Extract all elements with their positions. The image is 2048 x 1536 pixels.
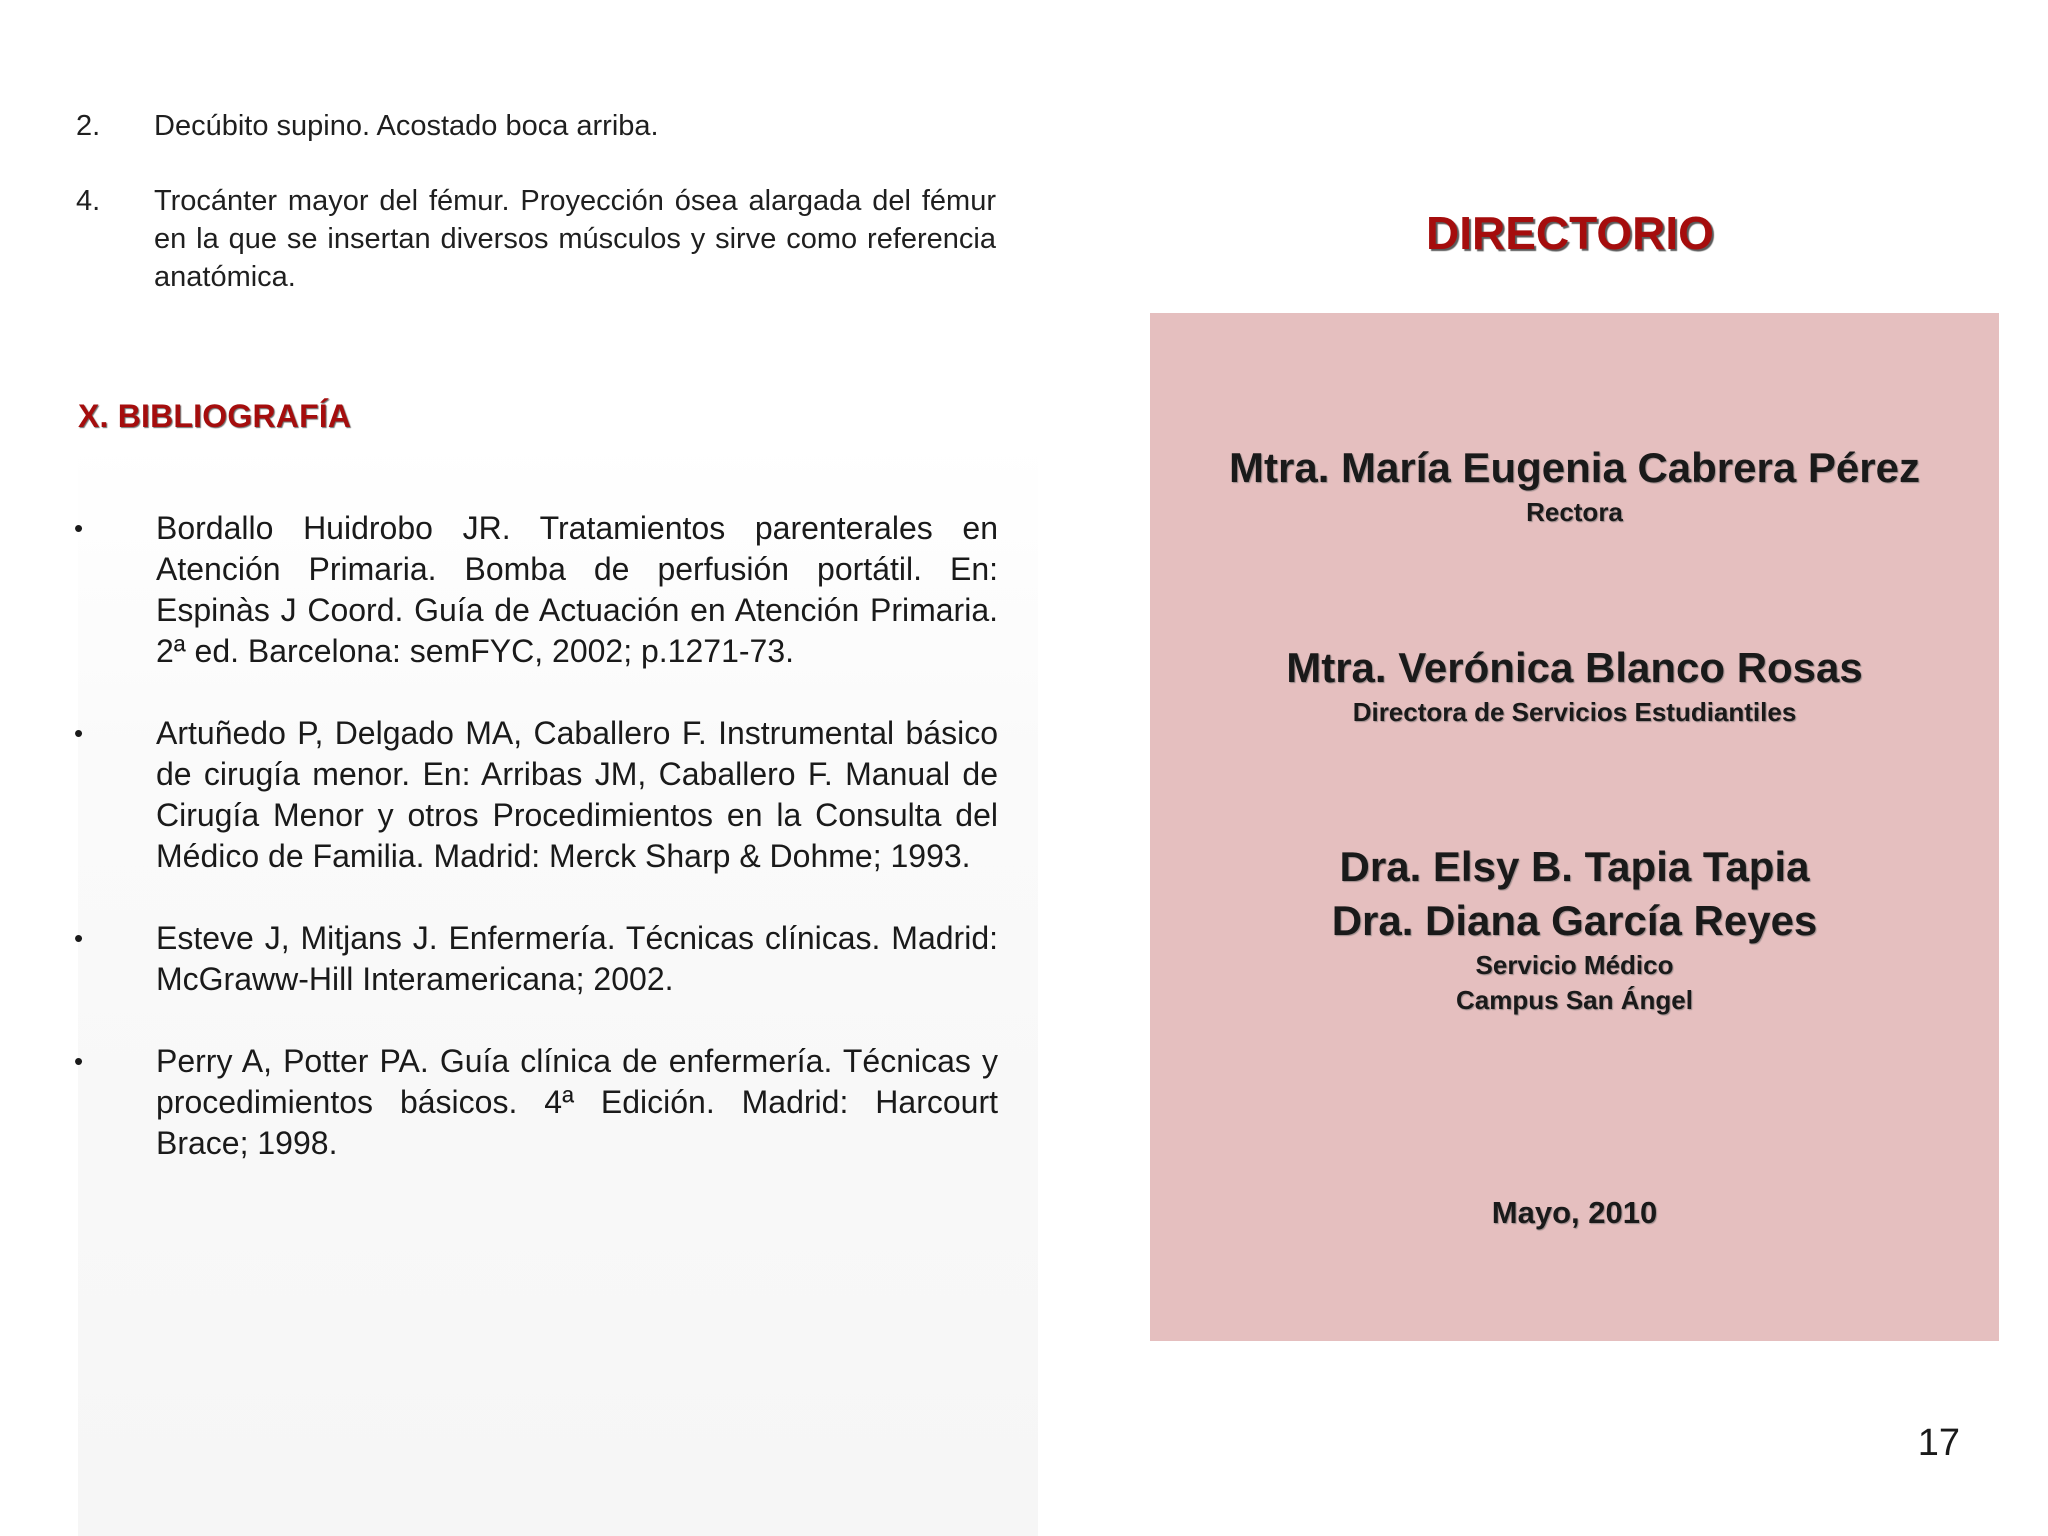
bibliography-text: Bordallo Huidrobo JR. Tratamientos parenterales en Atención Primaria. Bomba de perfusión portátil. En: Espinàs J Coord. Guía de Actuación en Atención Primaria. 2ª ed. Barcelona: semFYC, 2002; p.1271-73.: [156, 510, 998, 669]
bullet-icon: •: [74, 718, 84, 748]
bibliography-item: [74, 713, 998, 877]
glossary-text: Decúbito supino. Acostado boca arriba.: [154, 110, 659, 142]
person-name: Dra. Elsy B. Tapia Tapia: [1339, 843, 1810, 890]
glossary-text: Trocánter mayor del fémur. Proyección ósea alargada del fémur en la que se insertan diversos músculos y sirve como referencia anatómica.: [154, 185, 996, 293]
bibliography-text: Perry A, Potter PA. Guía clínica de enfermería. Técnicas y procedimientos básicos. 4ª Edición. Madrid: Harcourt Brace; 1998.: [156, 1043, 998, 1161]
publication-date: Mayo, 2010: [1491, 1195, 1658, 1230]
person-name: Dra. Diana García Reyes: [1331, 897, 1818, 944]
person-role: Campus San Ángel: [1456, 985, 1693, 1015]
bullet-icon: •: [74, 1046, 84, 1076]
glossary-item: [76, 107, 996, 145]
glossary-item: [76, 182, 996, 296]
person-role: Servicio Médico: [1475, 950, 1674, 980]
bibliography-item: [74, 918, 998, 1000]
directory-entry-servicio-medico: [1150, 840, 1999, 1018]
bibliography-heading: X. BIBLIOGRAFÍA: [78, 398, 352, 434]
glossary-number: 2.: [76, 110, 101, 142]
bibliography-list: [74, 508, 998, 1205]
person-name: Mtra. María Eugenia Cabrera Pérez: [1229, 444, 1920, 491]
bibliography-text: Artuñedo P, Delgado MA, Caballero F. Instrumental básico de cirugía menor. En: Arribas JM, Caballero F. Manual de Cirugía Menor y otros Procedimientos en la Consulta del Médico de Familia. Madrid: Merck Sharp & Dohme; 1993.: [156, 715, 998, 874]
directory-entry-rectora: [1150, 441, 1999, 530]
bibliography-item: [74, 1041, 998, 1164]
directory-panel: [1150, 313, 1999, 1341]
directory-title: DIRECTORIO: [1426, 207, 1714, 259]
person-role: Directora de Servicios Estudiantiles: [1352, 697, 1797, 727]
bibliography-text: Esteve J, Mitjans J. Enfermería. Técnicas clínicas. Madrid: McGraww-Hill Interamericana; 2002.: [156, 920, 998, 997]
bullet-icon: •: [74, 923, 84, 953]
bibliography-item: [74, 508, 998, 672]
glossary-number: 4.: [76, 185, 101, 217]
directory-entry-directora: [1150, 641, 1999, 730]
person-name: Mtra. Verónica Blanco Rosas: [1286, 644, 1863, 691]
bullet-icon: •: [74, 513, 84, 543]
page-number: 17: [1917, 1422, 1960, 1464]
person-role: Rectora: [1526, 497, 1623, 527]
